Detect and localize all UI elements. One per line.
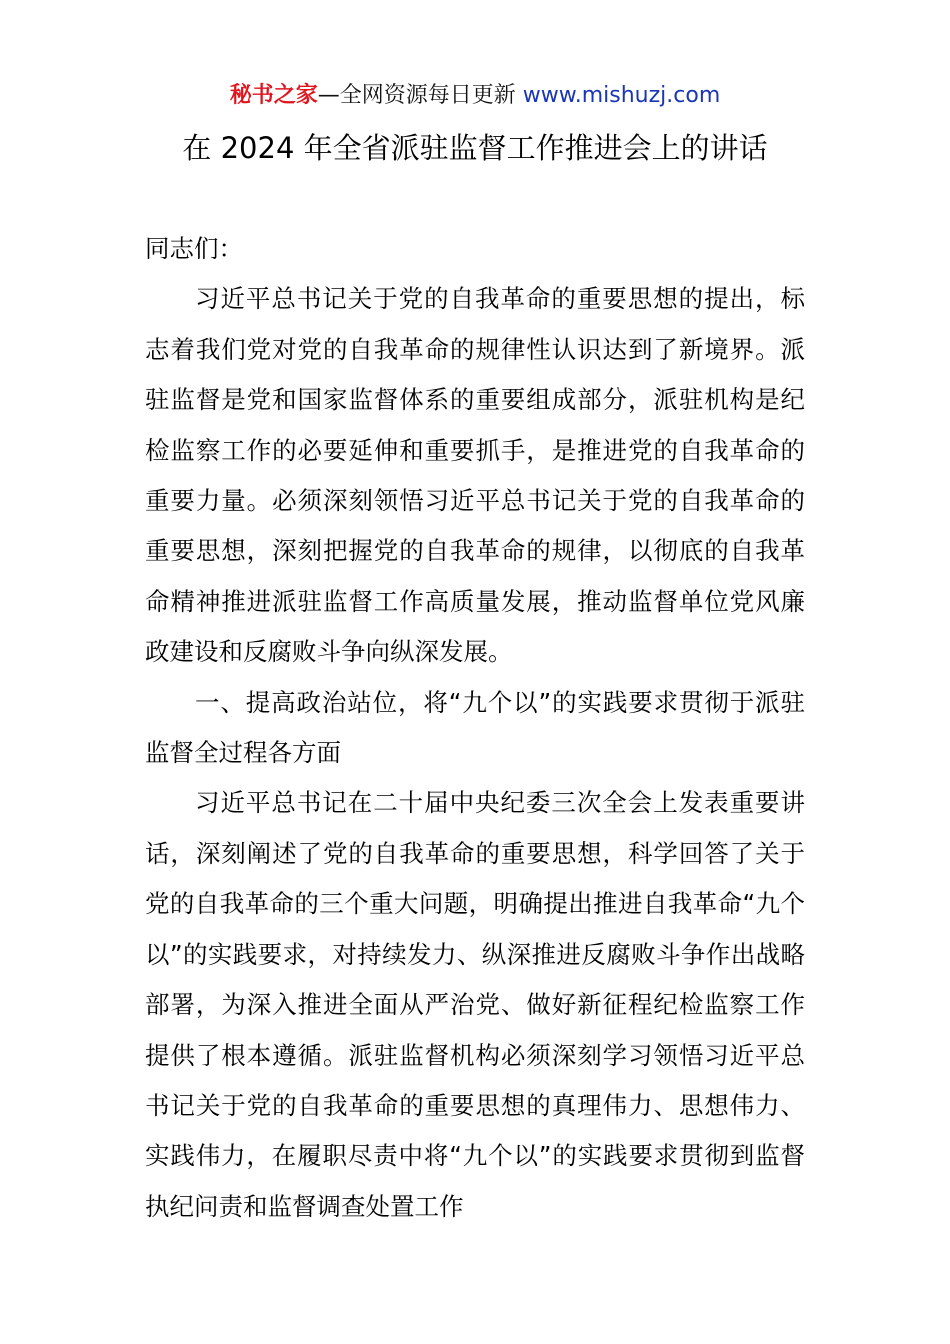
paragraph-section-1: 习近平总书记在二十届中央纪委三次全会上发表重要讲话，深刻阐述了党的自我革命的重要思想，科学回答了关于党的自我革命的三个重大问题，明确提出推进自我革命“九个以”的实践要求，对持续发力、纵深推进反腐败斗争作出战略部署，为深入推进全面从严治党、做好新征程纪检监察工作提供了根本遵循。派驻监督机构必须深刻学习领悟习近平总书记关于党的自我革命的重要思想的真理伟力、思想伟力、实践伟力，在履职尽责中将“九个以”的实践要求贯彻到监督执纪问责和监督调查处置工作 xyxy=(145,788,805,1221)
site-tagline: —全网资源每日更新 xyxy=(317,83,523,108)
section-heading-1: 一、提高政治站位，将“九个以”的实践要求贯彻于派驻监督全过程各方面 xyxy=(145,687,805,768)
site-brand: 秘书之家 xyxy=(229,83,318,108)
site-header xyxy=(0,80,950,112)
site-url-link[interactable]: www.mishuzj.com xyxy=(522,83,721,108)
document-body xyxy=(145,224,805,1232)
paragraph-intro: 习近平总书记关于党的自我革命的重要思想的提出，标志着我们党对党的自我革命的规律性认识达到了新境界。派驻监督是党和国家监督体系的重要组成部分，派驻机构是纪检监察工作的必要延伸和重要抓手，是推进党的自我革命的重要力量。必须深刻领悟习近平总书记关于党的自我革命的重要思想，深刻把握党的自我革命的规律，以彻底的自我革命精神推进派驻监督工作高质量发展，推动监督单位党风廉政建设和反腐败斗争向纵深发展。 xyxy=(145,284,805,667)
document-title: 在 2024 年全省派驻监督工作推进会上的讲话 xyxy=(182,131,768,165)
salutation: 同志们： xyxy=(145,234,243,263)
